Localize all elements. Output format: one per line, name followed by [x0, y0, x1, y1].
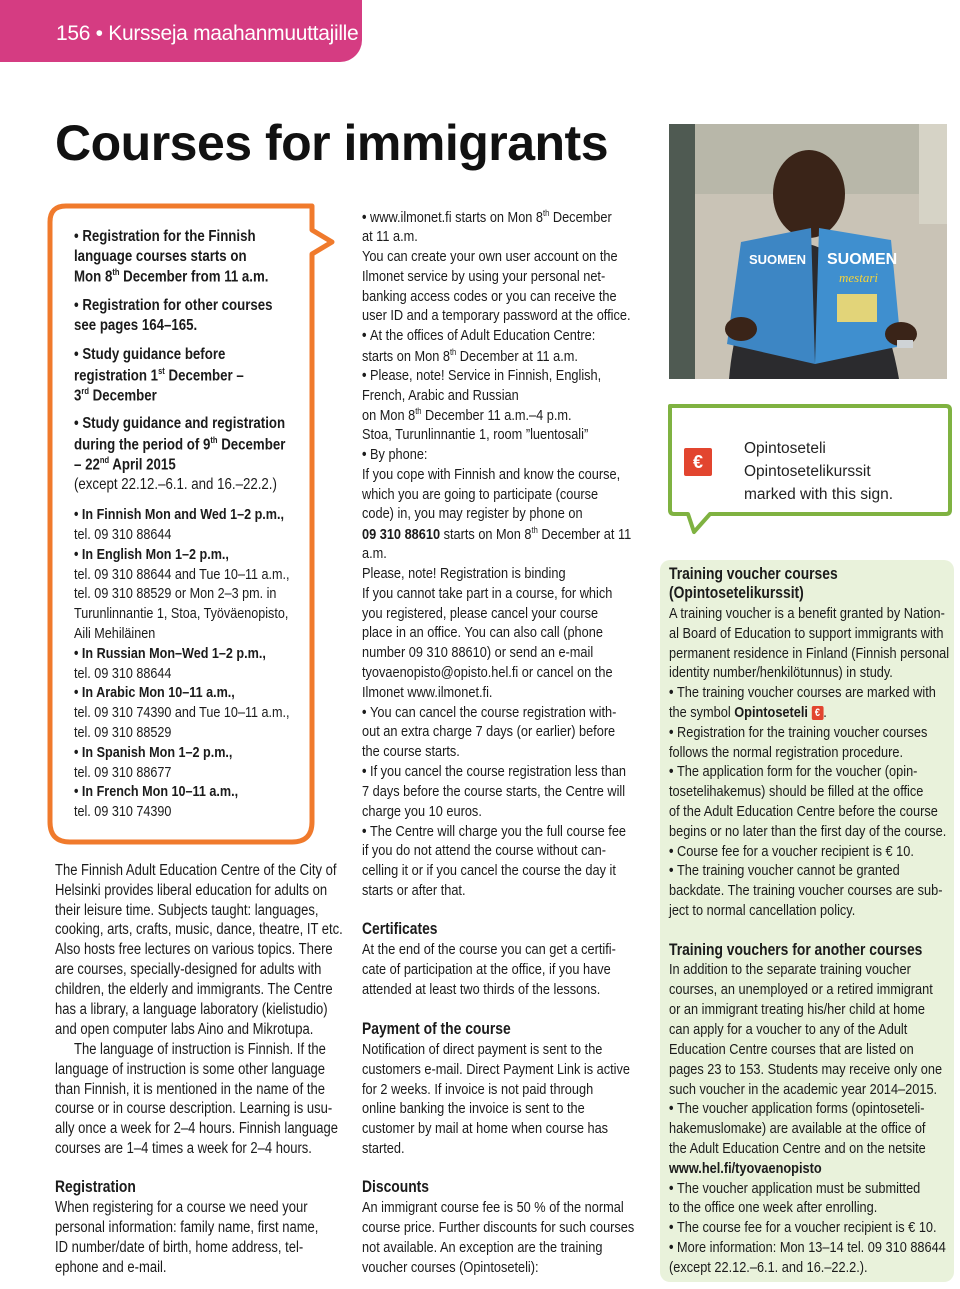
box-line: 3rd December: [74, 386, 157, 405]
box-line: tel. 09 310 74390: [74, 803, 172, 820]
body-line: out an extra charge 7 days (or earlier) before: [362, 723, 616, 740]
body-line: personal information: family name, first name,: [55, 1219, 319, 1236]
box-line: • In English Mon 1–2 p.m.,: [74, 546, 229, 563]
body-line: • By phone:: [362, 446, 427, 463]
body-line: number 09 310 88610) or send an e-mail: [362, 644, 594, 661]
body-line: children, the elderly and immigrants. The Centre: [55, 981, 333, 998]
body-line: • The voucher application must be submitted: [669, 1180, 920, 1197]
euro-symbol-icon: €: [684, 448, 712, 476]
body-line: The language of instruction is Finnish. If the: [74, 1041, 326, 1058]
body-line: customers e-mail. Direct Payment Link is active: [362, 1061, 630, 1078]
box-line: – 22nd April 2015: [74, 455, 176, 474]
box-line: registration 1st December –: [74, 366, 244, 385]
box-line: • In Spanish Mon 1–2 p.m.,: [74, 744, 232, 761]
svg-text:SUOMEN: SUOMEN: [827, 251, 898, 268]
euro-symbol-icon: €: [812, 706, 824, 720]
body-line: • The application form for the voucher (opin-: [669, 763, 917, 780]
body-line: • If you cancel the course registration less than: [362, 763, 626, 780]
body-line: starts or after that.: [362, 882, 466, 899]
body-line: In addition to the separate training voucher: [669, 961, 911, 978]
body-line: a.m.: [362, 545, 387, 562]
body-line: Education Centre courses that are listed on: [669, 1041, 914, 1058]
body-line: or an immigrant treating his/her child at home: [669, 1001, 925, 1018]
body-line: • The training voucher courses are marked with: [669, 684, 936, 701]
payment-heading: Payment of the course: [362, 1020, 511, 1038]
body-line: You can create your own user account on the: [362, 248, 618, 265]
box-line: • In Russian Mon–Wed 1–2 p.m.,: [74, 645, 266, 662]
body-line: banking access codes or you can receive the: [362, 288, 617, 305]
body-line: • The voucher application forms (opintoseteli-: [669, 1100, 925, 1117]
body-line: • The training voucher cannot be granted: [669, 862, 900, 879]
body-line: celling it or if you cancel the course the day it: [362, 862, 616, 879]
box-line: • Study guidance before: [74, 346, 225, 364]
body-line: tosetelihakemus) should be filled at the office: [669, 783, 924, 800]
body-line: Please, note! Registration is binding: [362, 565, 566, 582]
body-line: code) in, you may register by phone on: [362, 505, 583, 522]
box-line: tel. 09 310 74390 and Tue 10–11 a.m.,: [74, 704, 290, 721]
body-line: 7 days before the course starts, the Centre will: [362, 783, 626, 800]
body-line: (except 22.12.–6.1. and 16.–22.2.).: [669, 1259, 868, 1276]
body-line: their leisure time. Subjects taught: languages,: [55, 902, 319, 919]
body-line: al Board of Education to support immigrants with: [669, 625, 944, 642]
body-line: identity number/henkilötunnus) in study.: [669, 664, 893, 681]
box-line: Aili Mehiläinen: [74, 625, 156, 642]
body-line: ally once a week for 2–4 hours. Finnish language: [55, 1120, 339, 1137]
euro-note-line: Opintosetelikurssit: [744, 463, 871, 480]
body-line: pages 23 to 153. Students may receive only one: [669, 1061, 943, 1078]
discounts-heading: Discounts: [362, 1178, 430, 1196]
body-line: Ilmonet www.ilmonet.fi.: [362, 684, 493, 701]
body-line: online banking the invoice is sent to the: [362, 1100, 585, 1117]
body-line: hakemuslomake) are available at the office of: [669, 1120, 926, 1137]
body-line: Helsinki provides liberal education for adults on: [55, 882, 328, 899]
body-line: such voucher in the academic year 2014–2015.: [669, 1081, 938, 1098]
body-line: starts on Mon 8th December at 11 a.m.: [362, 347, 578, 366]
body-line: can apply for a voucher to any of the Adult: [669, 1021, 908, 1038]
box-line: • Registration for other courses: [74, 297, 273, 315]
body-line: • You can cancel the course registration with-: [362, 704, 616, 721]
body-line: customer by mail at home when course has: [362, 1120, 609, 1137]
body-line: place in an office. You can also call (phone: [362, 624, 603, 641]
body-line: the Adult Education Centre and on the netsite: [669, 1140, 926, 1157]
body-line: An immigrant course fee is 50 % of the normal: [362, 1199, 624, 1216]
body-line: A training voucher is a benefit granted by Nation-: [669, 605, 945, 622]
svg-text:SUOMEN: SUOMEN: [749, 252, 807, 267]
body-line: If you cannot take part in a course, for which: [362, 585, 613, 602]
box-line: • Registration for the Finnish: [74, 228, 256, 246]
body-line: • At the offices of Adult Education Centre:: [362, 327, 595, 344]
voucher-heading: (Opintosetelikurssit): [669, 584, 804, 602]
body-line: not available. An exception are the training: [362, 1239, 603, 1256]
body-line: • www.ilmonet.fi starts on Mon 8th December: [362, 208, 612, 226]
body-line: charge you 10 euros.: [362, 803, 482, 820]
body-line: • Course fee for a voucher recipient is € 10.: [669, 843, 914, 860]
body-line: permanent residence in Finland (Finnish personal: [669, 645, 950, 662]
box-line: see pages 164–165.: [74, 317, 198, 334]
body-line: [669, 704, 827, 721]
registration-heading: Registration: [55, 1178, 136, 1196]
body-line: voucher courses (Opintoseteli):: [362, 1259, 539, 1276]
body-line: French, Arabic and Russian: [362, 387, 519, 404]
body-line: follows the normal registration procedure.: [669, 744, 904, 761]
box-line: (except 22.12.–6.1. and 16.–22.2.): [74, 476, 277, 493]
body-line: When registering for a course we need your: [55, 1199, 308, 1216]
body-line: The Finnish Adult Education Centre of the City of: [55, 862, 337, 879]
svg-text:mestari: mestari: [839, 270, 878, 285]
body-line: attended at least two thirds of the lessons.: [362, 981, 601, 998]
body-line: of the Adult Education Centre before the course: [669, 803, 938, 820]
body-line: courses, an unemployed or a retired immigrant: [669, 981, 933, 998]
body-line: ID number/date of birth, home address, tel-: [55, 1239, 304, 1256]
symbol-prefix: the symbol: [669, 704, 735, 721]
box-line: tel. 09 310 88644: [74, 665, 172, 682]
body-line: and open computer labs Aino and Mikrotupa.: [55, 1021, 314, 1038]
body-line: ephone and e-mail.: [55, 1259, 167, 1276]
box-line: tel. 09 310 88644: [74, 526, 172, 543]
body-line: Stoa, Turunlinnantie 1, room ”luentosali”: [362, 426, 589, 443]
body-line: which you are going to participate (course: [362, 486, 599, 503]
box-line: tel. 09 310 88529: [74, 724, 172, 741]
certificates-heading: Certificates: [362, 920, 438, 938]
body-line: backdate. The training voucher courses are sub-: [669, 882, 943, 899]
body-line: courses are 1–4 times a week for 2–4 hours.: [55, 1140, 312, 1157]
box-line: tel. 09 310 88677: [74, 764, 172, 781]
box-line: Turunlinnantie 1, Stoa, Työväenopisto,: [74, 605, 289, 622]
box-line: language courses starts on: [74, 248, 247, 265]
body-line: • The Centre will charge you the full course fee: [362, 823, 626, 840]
student-reading-photo: [669, 124, 947, 379]
body-line: Ilmonet service by using your personal net-: [362, 268, 606, 285]
body-line: started.: [362, 1140, 405, 1157]
body-line: Also hosts free lectures on various topics. There: [55, 941, 333, 958]
body-line: At the end of the course you can get a certifi-: [362, 941, 616, 958]
box-line: • In Arabic Mon 10–11 a.m.,: [74, 684, 235, 701]
body-line: • Registration for the training voucher courses: [669, 724, 927, 741]
box-line: Mon 8th December from 11 a.m.: [74, 267, 269, 286]
body-line: cooking, arts, crafts, music, dance, theatre, IT etc.: [55, 921, 343, 938]
body-line: for 2 weeks. If invoice is not paid through: [362, 1081, 594, 1098]
body-line: ject to normal cancellation policy.: [669, 902, 856, 919]
body-line: cate of participation at the office, if you have: [362, 961, 611, 978]
body-line: If you cope with Finnish and know the course,: [362, 466, 621, 483]
box-line: during the period of 9th December: [74, 435, 286, 454]
body-line: tyovaenopisto@opisto.hel.fi or cancel on the: [362, 664, 613, 681]
body-line: course or in course description. Learning is usu-: [55, 1100, 333, 1117]
euro-note-line: Opintoseteli: [744, 440, 826, 457]
body-line: on Mon 8th December 11 a.m.–4 p.m.: [362, 406, 572, 425]
body-line: you registered, please cancel your course: [362, 605, 599, 622]
euro-note-line: marked with this sign.: [744, 486, 894, 503]
page-title: Courses for immigrants: [55, 115, 609, 171]
body-line: • More information: Mon 13–14 tel. 09 310 88644: [669, 1239, 946, 1256]
body-line: has a library, a language laboratory (kielistudio): [55, 1001, 328, 1018]
voucher-heading: Training voucher courses: [669, 565, 838, 583]
body-line: begins or no later than the first day of the course.: [669, 823, 947, 840]
website-link[interactable]: www.hel.fi/tyovaenopisto: [669, 1160, 822, 1177]
opintoseteli-label: Opintoseteli: [734, 704, 808, 721]
body-line: at 11 a.m.: [362, 228, 418, 245]
body-line: if you do not attend the course without can-: [362, 842, 606, 859]
voucher-heading: Training vouchers for another courses: [669, 941, 923, 959]
body-line: than Finnish, it is mentioned in the name of the: [55, 1081, 325, 1098]
body-line: Notification of direct payment is sent to the: [362, 1041, 603, 1058]
body-line: • The course fee for a voucher recipient is € 10.: [669, 1219, 937, 1236]
box-line: tel. 09 310 88644 and Tue 10–11 a.m.,: [74, 566, 290, 583]
body-line: the course starts.: [362, 743, 460, 760]
body-line: course price. Further discounts for such courses: [362, 1219, 635, 1236]
box-line: • In French Mon 10–11 a.m.,: [74, 783, 238, 800]
body-line: are courses, specially-designed for adults with: [55, 961, 322, 978]
body-line: to the office one week after enrolling.: [669, 1199, 878, 1216]
box-line: • Study guidance and registration: [74, 415, 285, 433]
box-line: • In Finnish Mon and Wed 1–2 p.m.,: [74, 506, 284, 523]
box-line: tel. 09 310 88529 or Mon 2–3 pm. in: [74, 585, 277, 602]
body-line: user ID and a temporary password at the office.: [362, 307, 631, 324]
body-line: 09 310 88610 starts on Mon 8th December at 11: [362, 525, 632, 544]
sentence-end: .: [823, 704, 827, 721]
body-line: • Please, note! Service in Finnish, English,: [362, 367, 601, 384]
body-line: language of instruction is some other language: [55, 1061, 325, 1078]
page-header-label: 156 • Kursseja maahanmuuttajille: [56, 22, 359, 45]
